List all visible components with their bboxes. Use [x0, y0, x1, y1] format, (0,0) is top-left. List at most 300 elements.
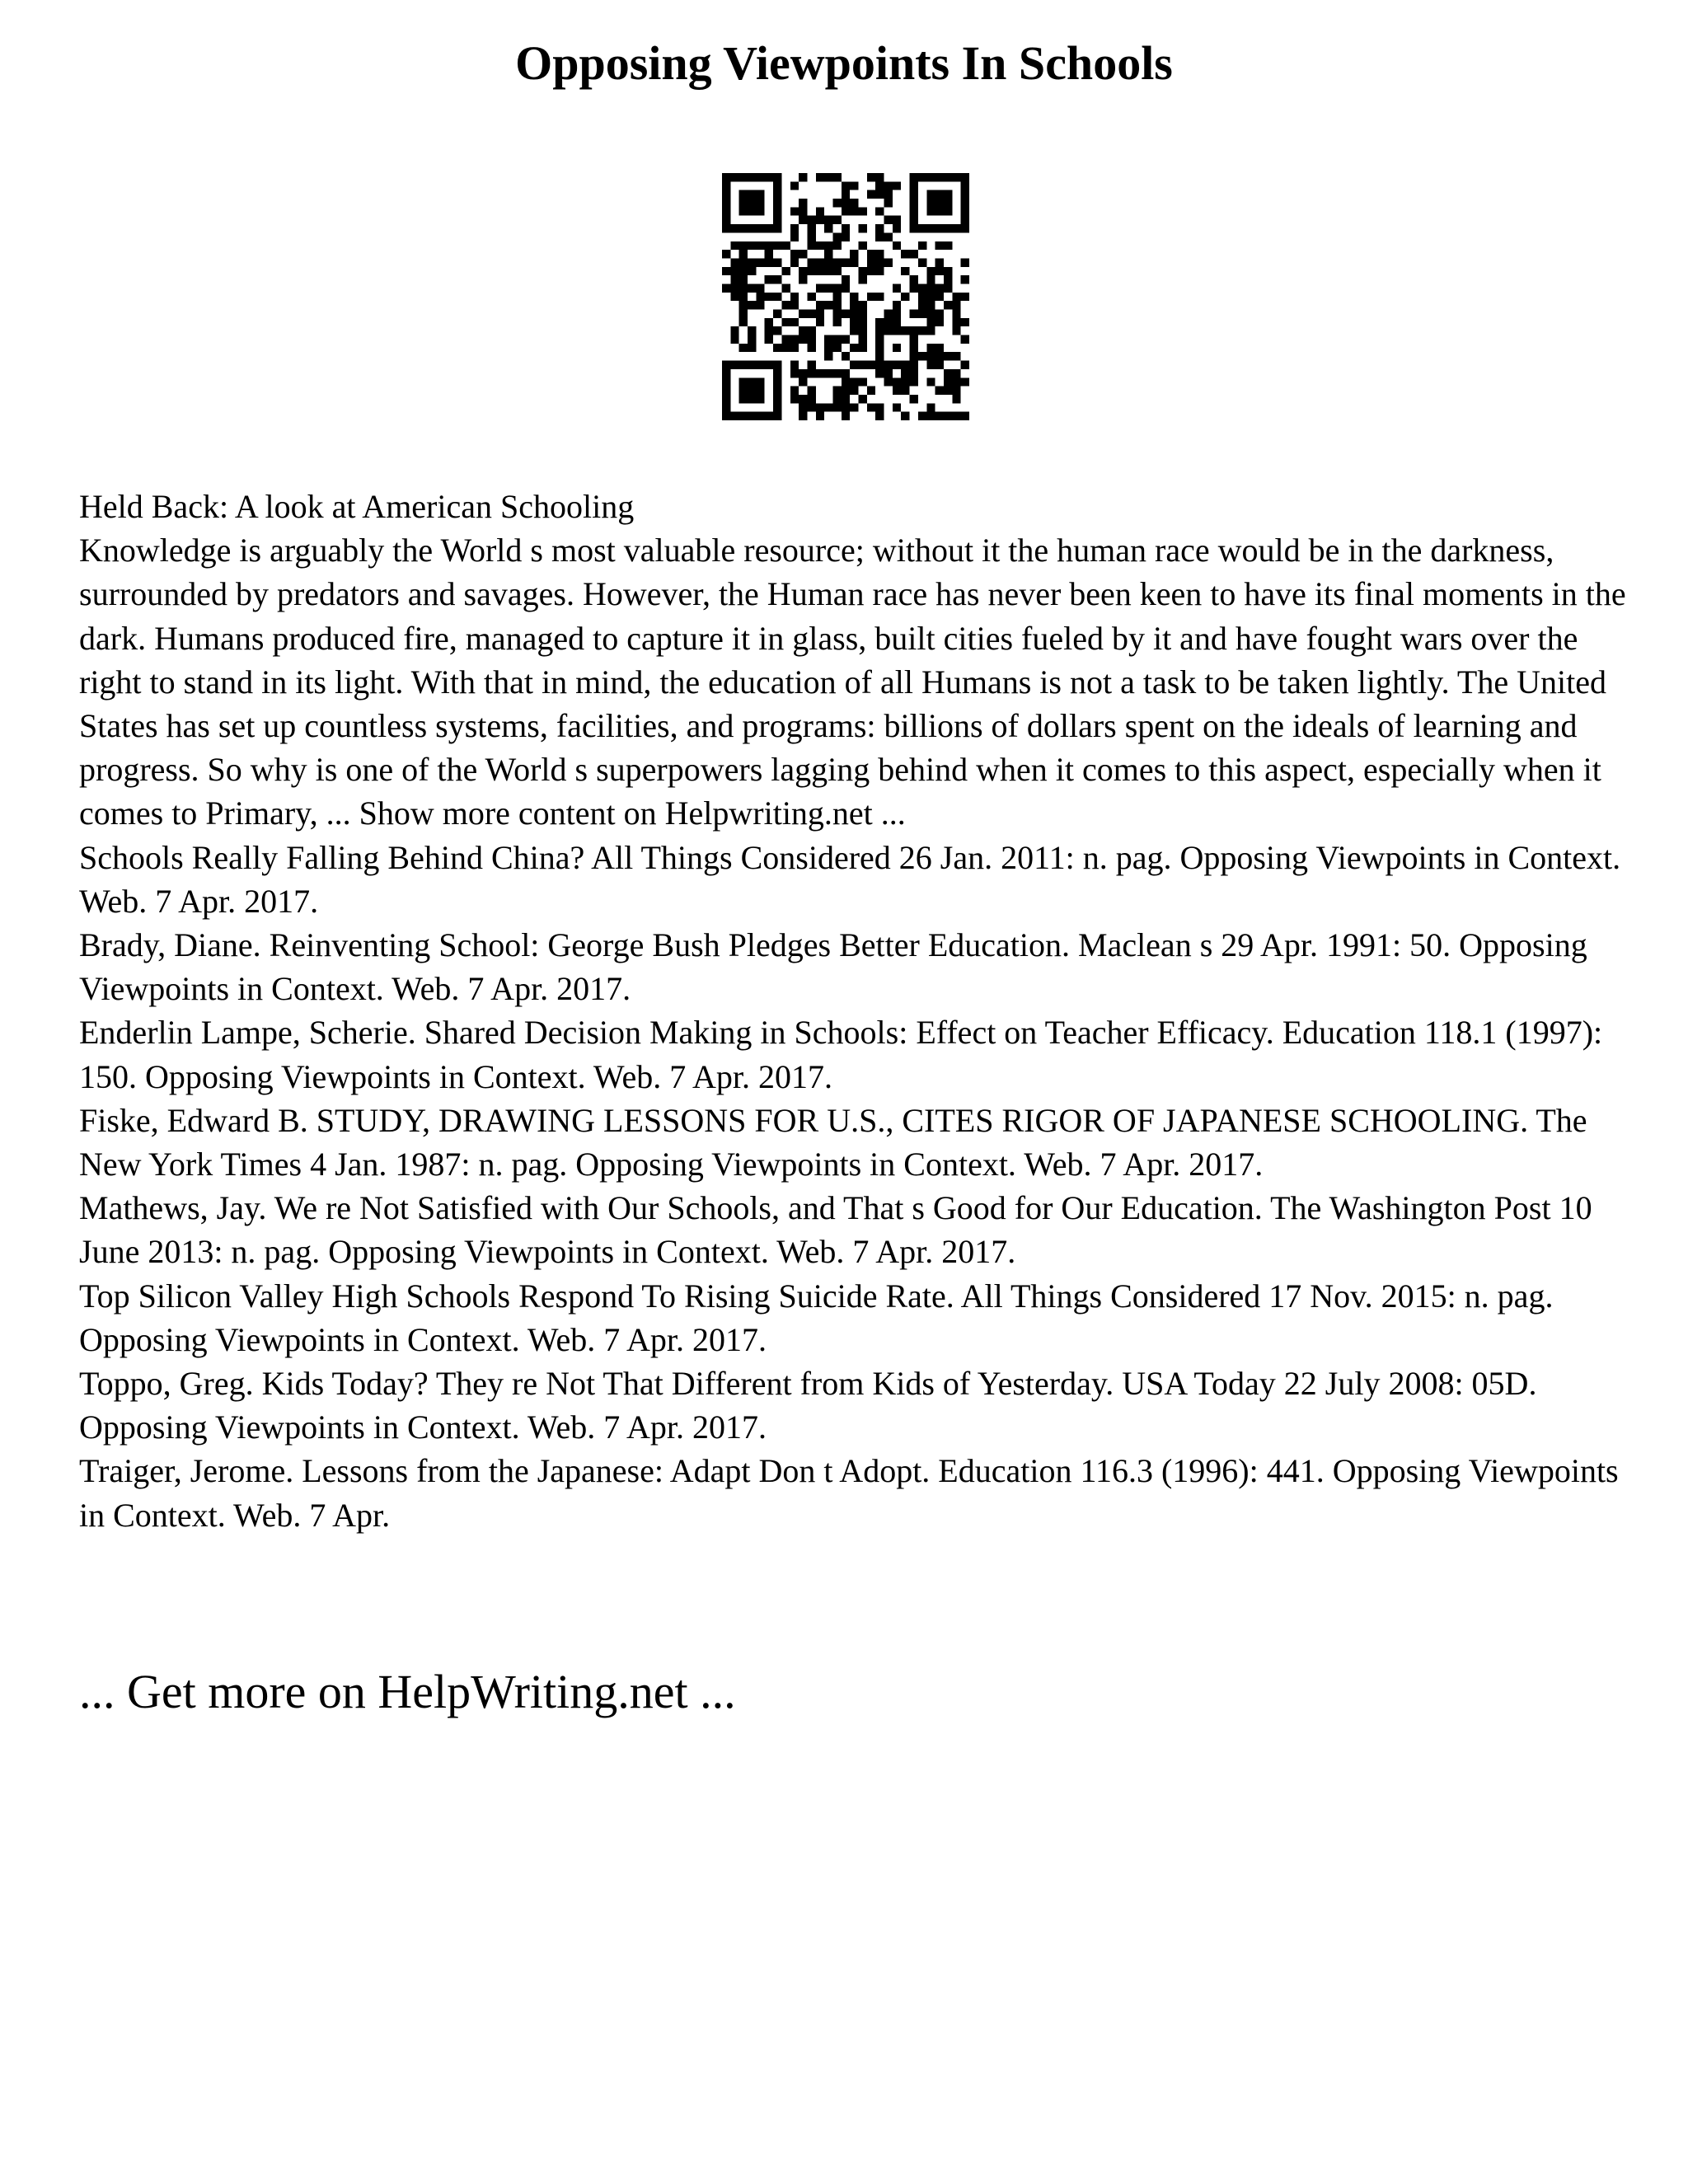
qr-module — [748, 267, 756, 275]
qr-module — [944, 207, 952, 215]
qr-module — [730, 267, 738, 275]
qr-module — [816, 173, 824, 181]
qr-module — [730, 335, 738, 344]
qr-module — [926, 224, 935, 232]
qr-module — [807, 224, 815, 232]
qr-module — [952, 224, 960, 232]
qr-module — [875, 267, 884, 275]
qr-module — [739, 377, 748, 386]
qr-module — [739, 190, 748, 199]
qr-module — [824, 224, 832, 232]
qr-module — [850, 326, 858, 335]
qr-module — [926, 190, 935, 199]
qr-module — [935, 199, 944, 207]
qr-module — [756, 258, 764, 266]
citation-entry: Traiger, Jerome. Lessons from the Japanese: Adapt Don t Adopt. Education 116.3 (1996): 441. Opposing Viewpoints in Context. Web. 7 Apr. — [79, 1452, 1619, 1534]
qr-module — [748, 301, 756, 309]
qr-module — [875, 369, 884, 377]
qr-module — [781, 241, 790, 250]
qr-module — [842, 258, 850, 266]
qr-module — [799, 310, 807, 318]
qr-module — [875, 232, 884, 241]
qr-module — [859, 301, 867, 309]
qr-module — [765, 326, 773, 335]
qr-module — [859, 361, 867, 369]
qr-module — [824, 344, 832, 352]
qr-module — [961, 258, 969, 266]
qr-module — [910, 199, 918, 207]
qr-module — [901, 361, 909, 369]
qr-module — [832, 216, 841, 224]
qr-module — [850, 207, 858, 215]
qr-module — [739, 301, 748, 309]
qr-module — [961, 318, 969, 326]
qr-module — [807, 387, 815, 395]
qr-module — [816, 301, 824, 309]
qr-module — [850, 377, 858, 386]
qr-module — [961, 207, 969, 215]
qr-module — [781, 344, 790, 352]
qr-module — [859, 267, 867, 275]
qr-module — [867, 293, 875, 301]
qr-module — [773, 275, 781, 284]
qr-module — [850, 344, 858, 352]
qr-module — [722, 395, 730, 403]
qr-module — [926, 284, 935, 292]
qr-module — [790, 361, 799, 369]
qr-module — [748, 207, 756, 215]
qr-module — [926, 275, 935, 284]
qr-module — [867, 250, 875, 258]
qr-module — [910, 181, 918, 190]
qr-module — [832, 258, 841, 266]
qr-module — [842, 335, 850, 344]
qr-module — [935, 293, 944, 301]
qr-module — [961, 216, 969, 224]
qr-module — [807, 293, 815, 301]
qr-module — [952, 369, 960, 377]
qr-module — [773, 207, 781, 215]
qr-module — [816, 241, 824, 250]
citation-entry: Enderlin Lampe, Scherie. Shared Decision Making in Schools: Effect on Teacher Efficacy. Education 118.1 (1997): 150. Opposing Viewpoints in Context. Web. 7 Apr. 2017. — [79, 1014, 1603, 1095]
qr-module — [910, 352, 918, 360]
qr-module — [842, 352, 850, 360]
qr-module — [807, 395, 815, 403]
qr-module — [893, 387, 901, 395]
qr-module — [859, 395, 867, 403]
qr-module — [807, 310, 815, 318]
qr-module — [824, 352, 832, 360]
qr-module — [773, 310, 781, 318]
qr-module — [961, 361, 969, 369]
qr-module — [832, 387, 841, 395]
qr-module — [935, 258, 944, 266]
qr-module — [773, 412, 781, 420]
qr-module — [739, 199, 748, 207]
qr-module — [748, 224, 756, 232]
qr-module — [875, 412, 884, 420]
qr-module — [807, 344, 815, 352]
qr-module — [867, 173, 875, 181]
qr-module — [756, 207, 764, 215]
qr-module — [773, 199, 781, 207]
qr-module — [799, 369, 807, 377]
qr-module — [816, 310, 824, 318]
qr-module — [875, 403, 884, 411]
qr-module — [875, 207, 884, 215]
qr-module — [850, 318, 858, 326]
qr-module — [781, 335, 790, 344]
qr-module — [748, 284, 756, 292]
qr-module — [765, 275, 773, 284]
qr-module — [918, 284, 926, 292]
qr-module — [893, 377, 901, 386]
qr-module — [824, 258, 832, 266]
qr-module — [790, 224, 799, 232]
qr-module — [859, 318, 867, 326]
qr-module — [918, 310, 926, 318]
qr-module — [926, 344, 935, 352]
qr-module — [765, 258, 773, 266]
qr-module — [884, 232, 893, 241]
qr-module — [859, 344, 867, 352]
qr-module — [935, 241, 944, 250]
get-more-link-text: ... Get more on HelpWriting.net ... — [79, 1665, 736, 1718]
qr-module — [739, 318, 748, 326]
qr-module — [926, 301, 935, 309]
qr-module — [832, 241, 841, 250]
qr-module — [901, 250, 909, 258]
qr-module — [832, 293, 841, 301]
qr-module — [722, 216, 730, 224]
qr-module — [935, 190, 944, 199]
qr-module — [842, 190, 850, 199]
qr-module — [884, 361, 893, 369]
qr-module — [756, 224, 764, 232]
qr-module — [850, 310, 858, 318]
qr-module — [748, 326, 756, 335]
qr-module — [832, 344, 841, 352]
qr-module — [926, 326, 935, 335]
qr-module — [893, 284, 901, 292]
qr-module — [790, 301, 799, 309]
qr-module — [961, 377, 969, 386]
qr-module — [773, 387, 781, 395]
qr-module — [859, 326, 867, 335]
qr-module — [918, 326, 926, 335]
qr-module — [875, 335, 884, 344]
qr-module — [722, 190, 730, 199]
qr-module — [730, 412, 738, 420]
qr-module — [832, 395, 841, 403]
qr-module — [722, 267, 730, 275]
qr-module — [722, 199, 730, 207]
qr-module — [910, 284, 918, 292]
qr-module — [832, 232, 841, 241]
qr-module — [816, 403, 824, 411]
qr-module — [832, 335, 841, 344]
qr-module — [790, 318, 799, 326]
qr-module — [875, 250, 884, 258]
qr-module — [875, 181, 884, 190]
qr-module — [790, 207, 799, 215]
qr-module — [961, 199, 969, 207]
qr-module — [850, 258, 858, 266]
qr-module — [842, 369, 850, 377]
qr-module — [842, 199, 850, 207]
qr-module — [824, 301, 832, 309]
qr-module — [824, 241, 832, 250]
qr-module — [850, 361, 858, 369]
citation-entry: Brady, Diane. Reinventing School: George Bush Pledges Better Education. Maclean s 29 Apr. 1991: 50. Opposing Viewpoints in Context. Web. 7 Apr. 2017. — [79, 926, 1587, 1008]
qr-code-graphic — [722, 173, 969, 420]
qr-module — [722, 403, 730, 411]
qr-module — [893, 301, 901, 309]
qr-module — [816, 267, 824, 275]
qr-module — [935, 267, 944, 275]
qr-module — [765, 250, 773, 258]
qr-module — [756, 293, 764, 301]
qr-module — [952, 318, 960, 326]
qr-module — [832, 310, 841, 318]
qr-module — [773, 241, 781, 250]
qr-module — [910, 326, 918, 335]
qr-module — [730, 284, 738, 292]
qr-module — [765, 412, 773, 420]
qr-module — [918, 258, 926, 266]
qr-module — [730, 361, 738, 369]
qr-module — [918, 224, 926, 232]
qr-module — [748, 387, 756, 395]
qr-module — [910, 361, 918, 369]
qr-module — [824, 284, 832, 292]
qr-module — [944, 173, 952, 181]
qr-module — [859, 241, 867, 250]
qr-module — [748, 335, 756, 344]
qr-module — [807, 267, 815, 275]
qr-module — [739, 293, 748, 301]
qr-module — [884, 369, 893, 377]
qr-module — [910, 173, 918, 181]
qr-module — [799, 275, 807, 284]
qr-module — [935, 387, 944, 395]
qr-module — [739, 412, 748, 420]
qr-module — [859, 310, 867, 318]
qr-module — [875, 224, 884, 232]
qr-module — [859, 224, 867, 232]
qr-module — [935, 224, 944, 232]
qr-module — [824, 267, 832, 275]
qr-module — [832, 403, 841, 411]
qr-module — [790, 344, 799, 352]
qr-module — [850, 301, 858, 309]
qr-module — [790, 395, 799, 403]
qr-module — [832, 284, 841, 292]
qr-module — [756, 241, 764, 250]
qr-module — [824, 216, 832, 224]
qr-module — [799, 250, 807, 258]
qr-module — [773, 403, 781, 411]
qr-module — [893, 403, 901, 411]
qr-module — [961, 190, 969, 199]
qr-module — [790, 369, 799, 377]
citation-entry: Toppo, Greg. Kids Today? They re Not That Different from Kids of Yesterday. USA Today 22 July 2008: 05D. Opposing Viewpoints in Context. Web. 7 Apr. 2017. — [79, 1365, 1537, 1446]
qr-module — [799, 377, 807, 386]
qr-module — [748, 412, 756, 420]
qr-module — [926, 361, 935, 369]
qr-module — [952, 326, 960, 335]
qr-module — [884, 181, 893, 190]
qr-module — [790, 335, 799, 344]
qr-module — [961, 224, 969, 232]
qr-module — [944, 387, 952, 395]
qr-module — [832, 267, 841, 275]
qr-module — [926, 207, 935, 215]
qr-module — [756, 173, 764, 181]
citation-entry: Mathews, Jay. We re Not Satisfied with Our Schools, and That s Good for Our Education. The Washington Post 10 June 2013: n. pag. Opposing Viewpoints in Context. Web. 7 Apr. 2017. — [79, 1189, 1592, 1271]
qr-module — [781, 301, 790, 309]
qr-module — [961, 293, 969, 301]
qr-module — [842, 181, 850, 190]
qr-module — [748, 377, 756, 386]
qr-module — [867, 387, 875, 395]
qr-module — [944, 377, 952, 386]
qr-module — [790, 258, 799, 266]
qr-module — [790, 232, 799, 241]
qr-module — [765, 318, 773, 326]
qr-module — [875, 258, 884, 266]
qr-module — [952, 377, 960, 386]
qr-module — [824, 250, 832, 258]
qr-module — [807, 369, 815, 377]
qr-module — [773, 326, 781, 335]
qr-module — [748, 258, 756, 266]
qr-module — [926, 352, 935, 360]
qr-module — [875, 190, 884, 199]
qr-module — [926, 173, 935, 181]
qr-module — [867, 258, 875, 266]
qr-module — [739, 250, 748, 258]
qr-module — [756, 301, 764, 309]
qr-module — [842, 395, 850, 403]
qr-module — [910, 369, 918, 377]
qr-module — [859, 335, 867, 344]
qr-module — [824, 335, 832, 344]
qr-module — [730, 293, 738, 301]
qr-module — [884, 318, 893, 326]
qr-module — [842, 310, 850, 318]
qr-module — [799, 335, 807, 344]
qr-module — [756, 395, 764, 403]
qr-module — [756, 387, 764, 395]
qr-module — [756, 412, 764, 420]
qr-module — [739, 173, 748, 181]
qr-module — [884, 258, 893, 266]
qr-module — [893, 241, 901, 250]
qr-module — [807, 216, 815, 224]
qr-module — [867, 190, 875, 199]
qr-module — [790, 250, 799, 258]
qr-module — [952, 293, 960, 301]
qr-module — [748, 395, 756, 403]
qr-module — [730, 241, 738, 250]
qr-module — [926, 403, 935, 411]
qr-module — [790, 387, 799, 395]
qr-module — [910, 224, 918, 232]
qr-module — [773, 173, 781, 181]
qr-module — [842, 377, 850, 386]
qr-module — [781, 318, 790, 326]
qr-code-icon — [722, 173, 969, 420]
qr-module — [952, 310, 960, 318]
qr-module — [748, 344, 756, 352]
qr-module — [781, 284, 790, 292]
qr-module — [944, 284, 952, 292]
qr-module — [722, 181, 730, 190]
qr-module — [893, 310, 901, 318]
qr-module — [807, 326, 815, 335]
qr-module — [935, 361, 944, 369]
qr-module — [748, 173, 756, 181]
qr-module — [918, 301, 926, 309]
qr-module — [739, 224, 748, 232]
qr-module — [722, 387, 730, 395]
qr-module — [799, 403, 807, 411]
qr-module — [944, 412, 952, 420]
qr-module — [842, 232, 850, 241]
qr-module — [850, 387, 858, 395]
qr-module — [918, 352, 926, 360]
qr-module — [807, 241, 815, 250]
qr-module — [884, 190, 893, 199]
qr-module — [832, 173, 841, 181]
qr-module — [730, 326, 738, 335]
citation-entry: Schools Really Falling Behind China? All Things Considered 26 Jan. 2011: n. pag. Opposing Viewpoints in Context. Web. 7 Apr. 2017. — [79, 838, 1621, 920]
qr-module — [799, 412, 807, 420]
qr-module — [739, 267, 748, 275]
qr-module — [790, 293, 799, 301]
qr-module — [765, 241, 773, 250]
qr-module — [799, 216, 807, 224]
qr-module — [850, 293, 858, 301]
qr-module — [935, 310, 944, 318]
qr-module — [722, 377, 730, 386]
qr-module — [799, 326, 807, 335]
qr-module — [910, 250, 918, 258]
qr-module — [944, 352, 952, 360]
qr-module — [901, 267, 909, 275]
qr-module — [859, 275, 867, 284]
qr-module — [926, 293, 935, 301]
qr-module — [910, 207, 918, 215]
qr-module — [756, 284, 764, 292]
qr-module — [756, 377, 764, 386]
qr-module — [832, 369, 841, 377]
qr-module — [790, 181, 799, 190]
qr-module — [961, 412, 969, 420]
qr-module — [722, 369, 730, 377]
qr-module — [722, 361, 730, 369]
qr-module — [893, 224, 901, 232]
qr-module — [773, 181, 781, 190]
qr-module — [842, 412, 850, 420]
qr-module — [893, 216, 901, 224]
qr-module — [918, 412, 926, 420]
qr-module — [722, 207, 730, 215]
qr-module — [875, 293, 884, 301]
qr-module — [952, 352, 960, 360]
qr-module — [824, 173, 832, 181]
